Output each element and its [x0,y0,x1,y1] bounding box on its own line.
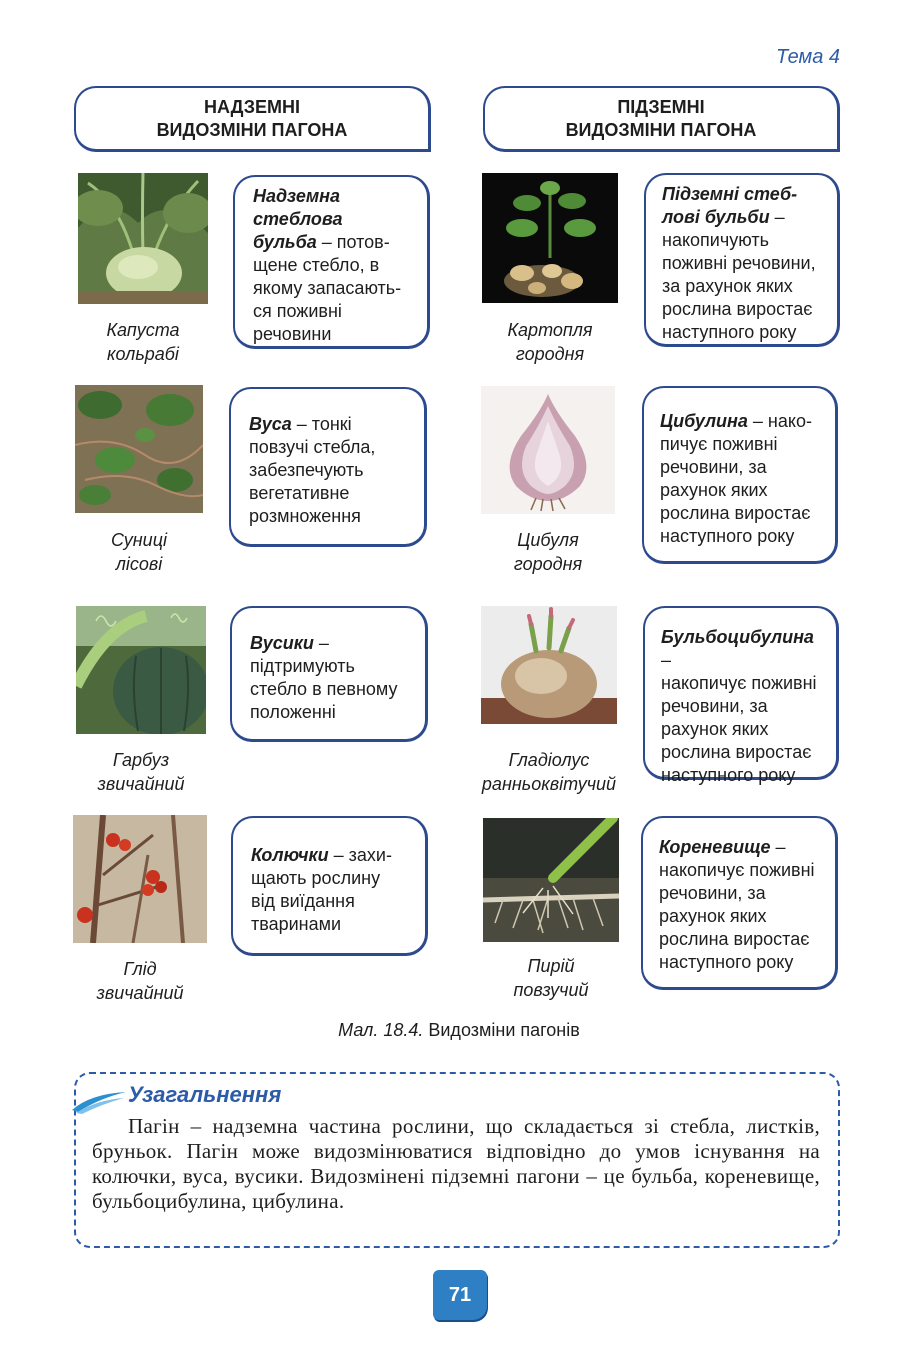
definition-text: – накопичують поживні речовини, за рахунок яких рослина виростає наступного року [662,207,816,342]
caption-onion: Цибуля городня [513,530,583,574]
caption-potato: Картопля городня [507,320,593,364]
figure-number: Мал. 18.4. [338,1020,424,1040]
term: Кореневище [659,837,771,857]
caption-gladiolus: Гладіолус ранньоквітучий [481,750,617,794]
term: Вуса [249,414,292,434]
definition-underground-tubers [644,173,840,347]
definition-text: – накопичує поживні речовини, за рахунок яких рослина виростає наступного року [661,650,817,785]
figure-title: Видозміни пагонів [423,1020,580,1040]
photo-potato [482,173,618,303]
header-underground: ПІДЗЕМНІ ВИДОЗМІНИ ПАГОНА [483,86,840,152]
header-aboveground: НАДЗЕМНІ ВИДОЗМІНИ ПАГОНА [74,86,431,152]
photo-couch-grass [483,818,619,942]
definition-text: – тонкі повзучі стебла, забезпечують вегетативне розмноження [249,414,376,526]
term: Підземні стеб- лові бульби [662,184,798,227]
photo-onion [481,386,615,514]
figure-caption [0,1020,918,1041]
definition-rhizome [641,816,838,990]
definition-stem-tuber [233,175,430,349]
caption-kohlrabi: Капуста кольрабі [106,320,180,364]
definition-text: – накопичує поживні речовини, за рахунок яких рослина виростає наступного року [659,837,815,972]
caption-couch-grass: Пирій повзучий [513,956,589,1000]
swoosh-icon [70,1088,128,1114]
photo-kohlrabi [78,173,208,304]
term: Вусики [250,633,314,653]
definition-text: – нако- пичує поживні речовини, за рахунок яких рослина виростає наступного року [660,411,812,546]
definition-thorns [231,816,428,956]
definition-text: – захи- щають рослину від виїдання тваринами [251,845,392,934]
definition-bulb [642,386,838,564]
caption-strawberry: Суниці лісові [110,530,167,574]
photo-gladiolus [481,606,617,724]
caption-pumpkin: Гарбуз звичайний [97,750,185,794]
definition-corm [643,606,839,785]
term: Надземна стеблова бульба [253,186,343,252]
definition-runners [229,387,427,547]
definition-text: – потов- щене стебло, в якому запасають- ся поживні речовини [253,232,402,344]
term: Бульбоцибулина [661,627,814,647]
photo-pumpkin [76,606,206,734]
theme-label: Тема 4 [776,46,840,68]
summary-text: Пагін – надземна частина рослини, що складається зі стебла, листків, бруньок. Пагін може видозмінюватися відповідно до умов існування на колючки, вуса, вусики. Видозмінені підземні пагони – це бульба, кореневище, бульбоцибулина, цибулина. [92,1114,820,1213]
photo-strawberry [75,385,203,513]
term: Цибулина [660,411,748,431]
caption-hawthorn: Глід звичайний [96,959,184,1003]
page-number: 71 [433,1270,487,1320]
photo-hawthorn [73,815,207,943]
definition-tendrils [230,606,428,742]
definition-text: – підтримують стебло в певному положенні [250,633,398,722]
summary-title: Узагальнення [128,1082,282,1107]
term: Колючки [251,845,329,865]
